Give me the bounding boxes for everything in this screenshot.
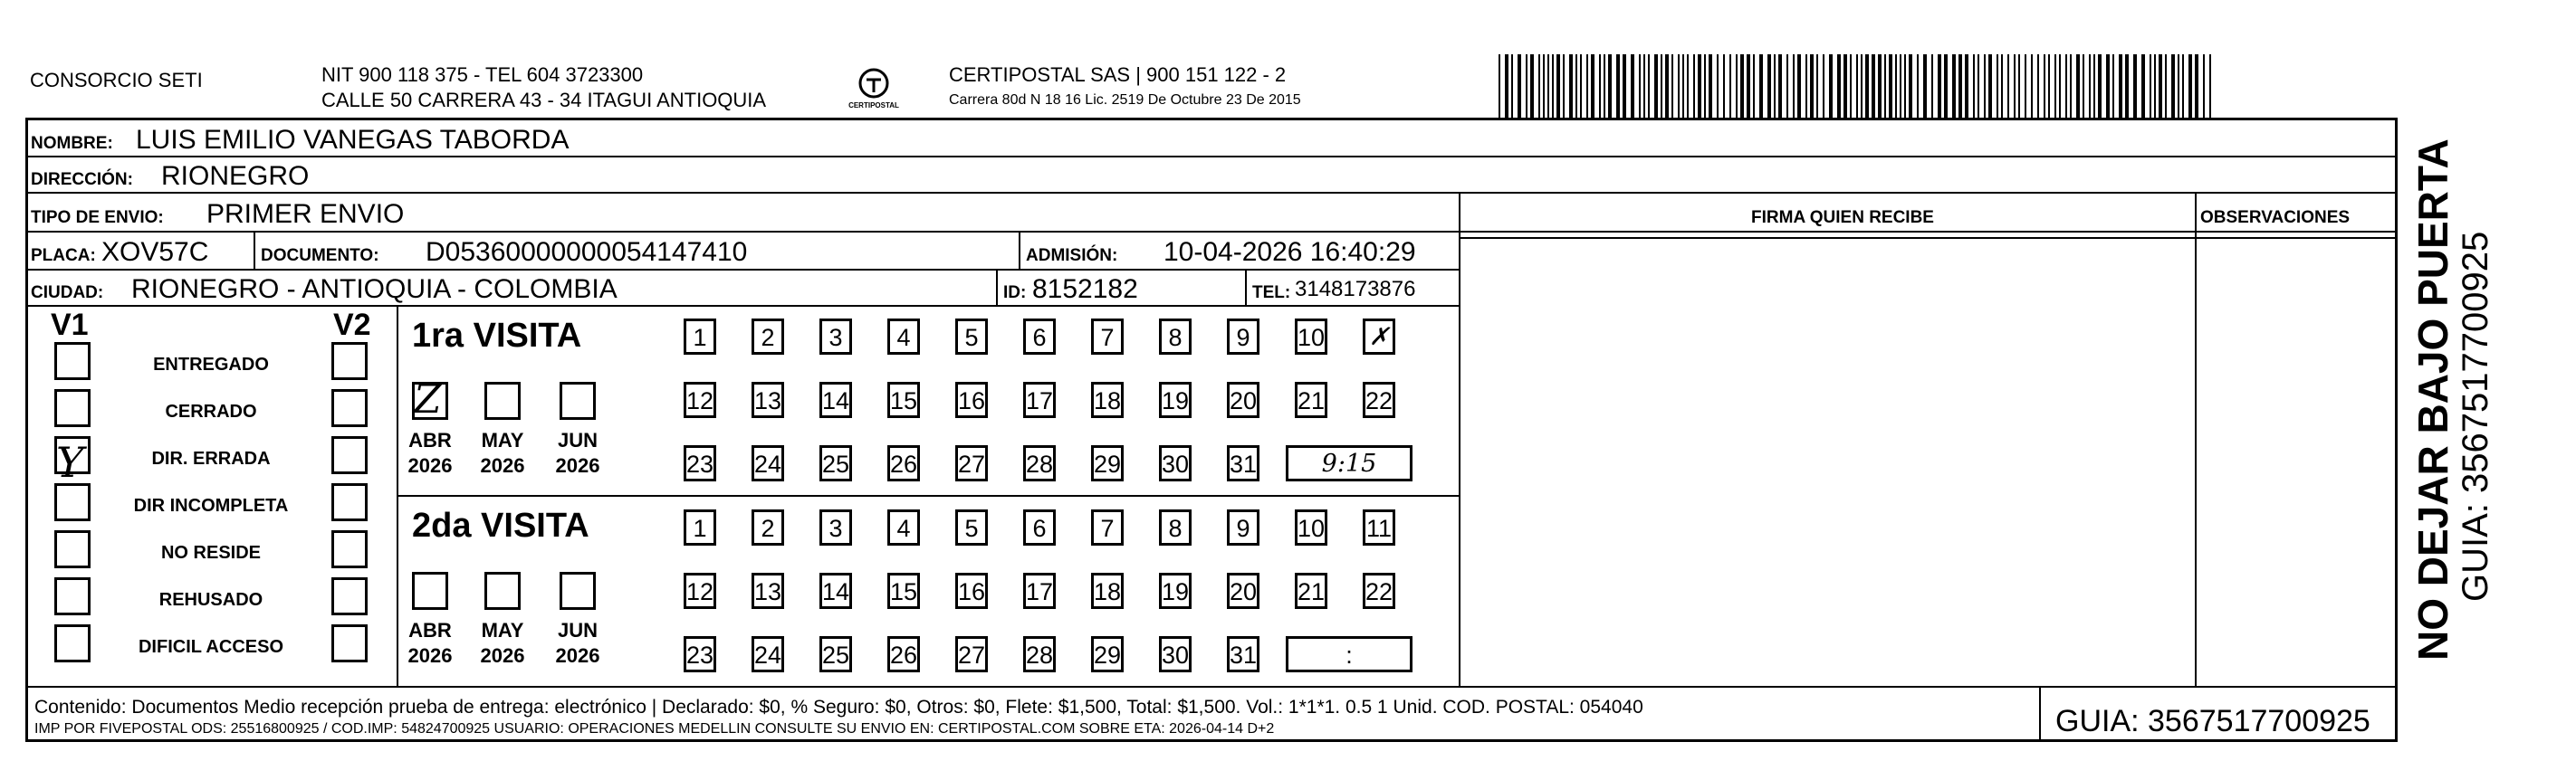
day-box[interactable]: 29 [1091,445,1124,481]
month-checkbox[interactable] [560,382,596,420]
barcode-bar [1623,54,1626,119]
day-box[interactable]: 18 [1091,573,1124,609]
barcode-bar [2048,54,2050,119]
barcode-bar [1643,54,1645,119]
month-checkbox[interactable] [484,382,521,420]
barcode-bar [1944,54,1948,119]
barcode-bar [1538,54,1540,119]
documento-label: DOCUMENTO: [261,246,379,265]
tel-value: 3148173876 [1295,277,1416,301]
barcode-bar [1591,54,1594,119]
ciudad-value: RIONEGRO - ANTIOQUIA - COLOMBIA [131,274,618,304]
barcode-bar [1740,54,1744,119]
day-box[interactable]: 3 [819,319,852,355]
barcode-bar [1774,54,1776,119]
barcode-bar [1747,54,1750,119]
barcode-bar [2037,54,2039,119]
day-box[interactable]: 8 [1159,509,1192,546]
barcode-bar [1816,54,1818,119]
barcode-bar [1900,54,1901,119]
time-box[interactable]: : [1286,636,1412,672]
month-checkbox[interactable] [560,572,596,610]
day-box[interactable]: 23 [684,445,716,481]
barcode-bar [1861,54,1863,119]
nit-line: NIT 900 118 375 - TEL 604 3723300 [321,63,644,86]
barcode-bar [2165,54,2167,119]
barcode-bar [1608,54,1612,119]
day-box[interactable]: 22 [1363,382,1395,418]
day-box[interactable]: 16 [955,573,988,609]
barcode-bar [2044,54,2045,119]
barcode-bar [1753,54,1755,119]
id-value: 8152182 [1032,274,1138,304]
barcode-bar [1797,54,1801,119]
tel-label: TEL: [1252,283,1291,302]
placa-value: XOV57C [101,237,209,267]
barcode-bar [2195,54,2198,119]
footer-contenido: Contenido: Documentos Medio recepción prueba de entrega: electrónico | Declarado: $0, % Seguro: $0, Otros: $0, Flete: $1,500, Total: $1,500. Vol.: 1*1*1. 0.5 1 Unid. COD. POSTAL: 054040 [34,697,1643,718]
barcode-bar [2133,54,2137,119]
barcode-bar [2112,54,2114,119]
nombre-value: LUIS EMILIO VANEGAS TABORDA [136,125,570,155]
certipostal-logo [847,63,901,118]
day-box[interactable]: 9 [1227,509,1259,546]
barcode-bar [1556,54,1560,119]
year-label: 2026 [407,454,453,477]
barcode-bar [2125,54,2129,119]
day-box[interactable]: 3 [819,509,852,546]
day-box[interactable]: 1 [684,509,716,546]
day-box[interactable]: 2 [752,319,784,355]
barcode-bar [1917,54,1919,119]
day-box[interactable]: 4 [887,509,920,546]
barcode-bar [1569,54,1573,119]
day-box[interactable]: 9 [1227,319,1259,355]
barcode-bar [1952,54,1956,119]
documento-value: D05360000000054147410 [426,237,748,267]
barcode-bar [2089,54,2091,119]
barcode-bar [2182,54,2184,119]
barcode-bar [1723,54,1725,119]
day-box[interactable]: 5 [955,319,988,355]
barcode-bar [1693,54,1695,119]
barcode-bar [1856,54,1858,119]
v2-checkbox[interactable] [331,342,368,380]
barcode-bar [1786,54,1788,119]
month-label: MAY [481,619,524,642]
barcode-bar [2154,54,2156,119]
barcode-bar [2025,54,2026,119]
day-box[interactable]: 21 [1295,382,1327,418]
status-option-label: DIR. ERRADA [151,449,271,469]
v2-checkbox[interactable] [331,530,368,568]
day-box[interactable]: 10 [1295,509,1327,546]
day-box[interactable]: 19 [1159,382,1192,418]
barcode-bar [1543,54,1545,119]
barcode-bar [1639,54,1641,119]
barcode-bar [2031,54,2033,119]
status-option-label: CERRADO [165,402,257,422]
barcode-bar [2070,54,2072,119]
handwritten-check-mark: Z [414,376,442,423]
day-box[interactable]: 7 [1091,509,1124,546]
barcode-bar [1904,54,1906,119]
company-name: CONSORCIO SETI [30,69,203,91]
day-box[interactable]: 24 [752,445,784,481]
barcode-bar [1977,54,1979,119]
barcode-bar [1973,54,1975,119]
v2-checkbox[interactable] [331,483,368,521]
year-label: 2026 [480,454,525,477]
day-box[interactable]: 25 [819,445,852,481]
day-box[interactable]: 31 [1227,445,1259,481]
barcode-bar [1843,54,1847,119]
day-box[interactable]: 24 [752,636,784,672]
barcode-bar [1865,54,1869,119]
day-box[interactable]: 6 [1023,319,1056,355]
barcode-bar [2106,54,2110,119]
status-option-label: DIFICIL ACCESO [138,637,283,657]
barcode-bar [1878,54,1882,119]
barcode-bar [1671,54,1673,119]
barcode-bar [1884,54,1886,119]
barcode-bar [2178,54,2179,119]
direccion-value: RIONEGRO [161,161,310,191]
barcode-bar [1704,54,1706,119]
day-box[interactable]: 1 [684,319,716,355]
month-label: JUN [557,619,598,642]
day-box[interactable]: 12 [684,382,716,418]
month-label: ABR [408,429,452,452]
barcode-bar [1678,54,1680,119]
barcode-bar [1850,54,1852,119]
side-guia: GUIA: 3567517700925 [2456,231,2495,602]
v2-checkbox[interactable] [331,436,368,474]
v1-checkbox[interactable] [54,342,91,380]
barcode-bar [1829,54,1833,119]
barcode-bar [1984,54,1986,119]
barcode-bar [1909,54,1912,119]
v1-checkbox[interactable] [54,530,91,568]
barcode-bar [1997,54,1998,119]
barcode-bar [2007,54,2009,119]
status-option-label: REHUSADO [158,590,263,610]
admision-value: 10-04-2026 16:40:29 [1164,237,1416,267]
footer-guia: GUIA: 3567517700925 [2055,704,2370,738]
barcode-bar [1580,54,1582,119]
barcode-bar [1547,54,1549,119]
barcode-bar [1698,54,1701,119]
day-box[interactable]: 30 [1159,445,1192,481]
day-box[interactable]: 26 [887,636,920,672]
day-box[interactable]: 6 [1023,509,1056,546]
v2-checkbox[interactable] [331,389,368,427]
barcode-bar [1665,54,1669,119]
month-label: JUN [557,429,598,452]
day-box[interactable]: 5 [955,509,988,546]
barcode [1499,54,2223,122]
barcode-bar [1505,54,1508,119]
barcode-bar [1767,54,1771,119]
day-box[interactable]: 15 [887,573,920,609]
day-box[interactable]: 11 [1363,509,1395,546]
v1-checkbox[interactable] [54,483,91,521]
observaciones-label: OBSERVACIONES [2200,208,2351,227]
day-box[interactable]: 16 [955,382,988,418]
barcode-bar [1778,54,1782,119]
barcode-bar [1616,54,1620,119]
day-box[interactable]: 23 [684,636,716,672]
month-label: ABR [408,619,452,642]
day-box[interactable]: 20 [1227,382,1259,418]
barcode-bar [1931,54,1933,119]
barcode-bar [2054,54,2056,119]
day-box[interactable]: 18 [1091,382,1124,418]
barcode-bar [1736,54,1738,119]
day-box[interactable]: 28 [1023,636,1056,672]
barcode-bar [2203,54,2205,119]
second-visit-title: 2da VISITA [412,507,589,545]
status-option-label: NO RESIDE [160,543,262,563]
v1-checkbox[interactable] [54,577,91,615]
barcode-bar [1682,54,1684,119]
day-box[interactable]: 31 [1227,636,1259,672]
day-box[interactable]: 30 [1159,636,1192,672]
barcode-bar [1530,54,1534,119]
day-box[interactable]: 12 [684,573,716,609]
barcode-bar [1586,54,1588,119]
day-box[interactable]: 27 [955,445,988,481]
ciudad-label: CIUDAD: [31,283,104,302]
day-box[interactable]: 17 [1023,382,1056,418]
v2-checkbox[interactable] [331,624,368,662]
barcode-bar [1499,54,1500,119]
first-visit-title: 1ra VISITA [412,317,582,355]
barcode-bar [1729,54,1731,119]
barcode-bar [1759,54,1763,119]
v1-label: V1 [51,308,89,342]
day-box[interactable]: 27 [955,636,988,672]
v2-checkbox[interactable] [331,577,368,615]
barcode-bar [1687,54,1689,119]
nombre-label: NOMBRE: [31,134,113,153]
barcode-bar [1717,54,1719,119]
address-line: CALLE 50 CARRERA 43 - 34 ITAGUI ANTIOQUIA [321,89,767,111]
v1-checkbox[interactable] [54,389,91,427]
barcode-bar [1895,54,1897,119]
handwritten-check-mark: Y [56,438,84,487]
day-box[interactable]: 21 [1295,573,1327,609]
day-box[interactable]: 29 [1091,636,1124,672]
v1-checkbox[interactable] [54,624,91,662]
day-box[interactable]: 19 [1159,573,1192,609]
barcode-bar [2209,54,2211,119]
day-box[interactable]: 22 [1363,573,1395,609]
barcode-bar [2083,54,2084,119]
barcode-bar [2171,54,2175,119]
barcode-bar [1889,54,1892,119]
barcode-bar [1575,54,1577,119]
admision-label: ADMISIÓN: [1026,246,1118,265]
day-box[interactable]: 13 [752,573,784,609]
barcode-bar [1631,54,1634,119]
year-label: 2026 [555,454,600,477]
status-option-label: DIR INCOMPLETA [133,496,289,516]
day-box[interactable]: 4 [887,319,920,355]
barcode-bar [1958,54,1962,119]
barcode-bar [2119,54,2122,119]
placa-label: PLACA: [31,246,96,265]
status-option-label: ENTREGADO [153,355,269,375]
barcode-bar [2141,54,2145,119]
barcode-bar [2093,54,2095,119]
day-box[interactable]: 26 [887,445,920,481]
tipo-envio-label: TIPO DE ENVIO: [31,208,164,227]
barcode-bar [1923,54,1927,119]
barcode-bar [1988,54,1992,119]
barcode-bar [1938,54,1941,119]
barcode-bar [1837,54,1841,119]
barcode-bar [1518,54,1521,119]
barcode-bar [2150,54,2151,119]
side-warning: NO DEJAR BAJO PUERTA [2409,138,2456,661]
barcode-bar [1965,54,1968,119]
month-checkbox[interactable] [484,572,521,610]
firma-label: FIRMA QUIEN RECIBE [1751,208,1934,227]
footer-imp: IMP POR FIVEPOSTAL ODS: 25516800925 / COD.IMP: 54824700925 USUARIO: OPERACIONES MEDELLIN CONSULTE SU ENVIO EN: CERTIPOSTAL.COM SOBRE ETA: 2026-04-14 D+2 [34,721,1275,737]
barcode-bar [2014,54,2016,119]
year-label: 2026 [407,644,453,667]
logo-text: CERTIPOSTAL [848,101,899,109]
day-box[interactable]: 2 [752,509,784,546]
barcode-bar [1604,54,1605,119]
barcode-bar [1648,54,1650,119]
barcode-bar [2098,54,2102,119]
day-box[interactable]: 25 [819,636,852,672]
id-label: ID: [1003,283,1027,302]
time-box[interactable]: 9:15 [1286,445,1412,481]
barcode-bar [1805,54,1807,119]
day-box[interactable]: 28 [1023,445,1056,481]
barcode-bar [1823,54,1824,119]
barcode-bar [2018,54,2020,119]
day-box[interactable]: 14 [819,382,852,418]
month-checkbox[interactable] [412,572,448,610]
day-box[interactable]: 14 [819,573,852,609]
license-line: Carrera 80d N 18 16 Lic. 2519 De Octubre 23 De 2015 [949,92,1301,108]
day-box[interactable]: 7 [1091,319,1124,355]
day-box[interactable]: ✗ [1363,319,1395,355]
barcode-bar [1526,54,1527,119]
barcode-bar [1552,54,1554,119]
day-box[interactable]: 15 [887,382,920,418]
barcode-bar [2188,54,2192,119]
barcode-bar [1872,54,1875,119]
barcode-bar [2059,54,2061,119]
barcode-bar [1654,54,1658,119]
barcode-bar [1709,54,1712,119]
direccion-label: DIRECCIÓN: [31,170,133,189]
day-box[interactable]: 8 [1159,319,1192,355]
month-label: MAY [481,429,524,452]
barcode-bar [1511,54,1513,119]
barcode-bar [2159,54,2162,119]
year-label: 2026 [555,644,600,667]
v2-label: V2 [333,308,371,342]
barcode-bar [1661,54,1662,119]
barcode-bar [2076,54,2080,119]
barcode-bar [2001,54,2003,119]
year-label: 2026 [480,644,525,667]
barcode-bar [1599,54,1601,119]
barcode-bar [1810,54,1814,119]
barcode-bar [1563,54,1565,119]
barcode-bar [1793,54,1795,119]
day-box[interactable]: 13 [752,382,784,418]
certipostal-line: CERTIPOSTAL SAS | 900 151 122 - 2 [949,63,1287,86]
tipo-envio-value: PRIMER ENVIO [206,199,405,229]
day-box[interactable]: 10 [1295,319,1327,355]
barcode-bar [2065,54,2067,119]
day-box[interactable]: 17 [1023,573,1056,609]
day-box[interactable]: 20 [1227,573,1259,609]
